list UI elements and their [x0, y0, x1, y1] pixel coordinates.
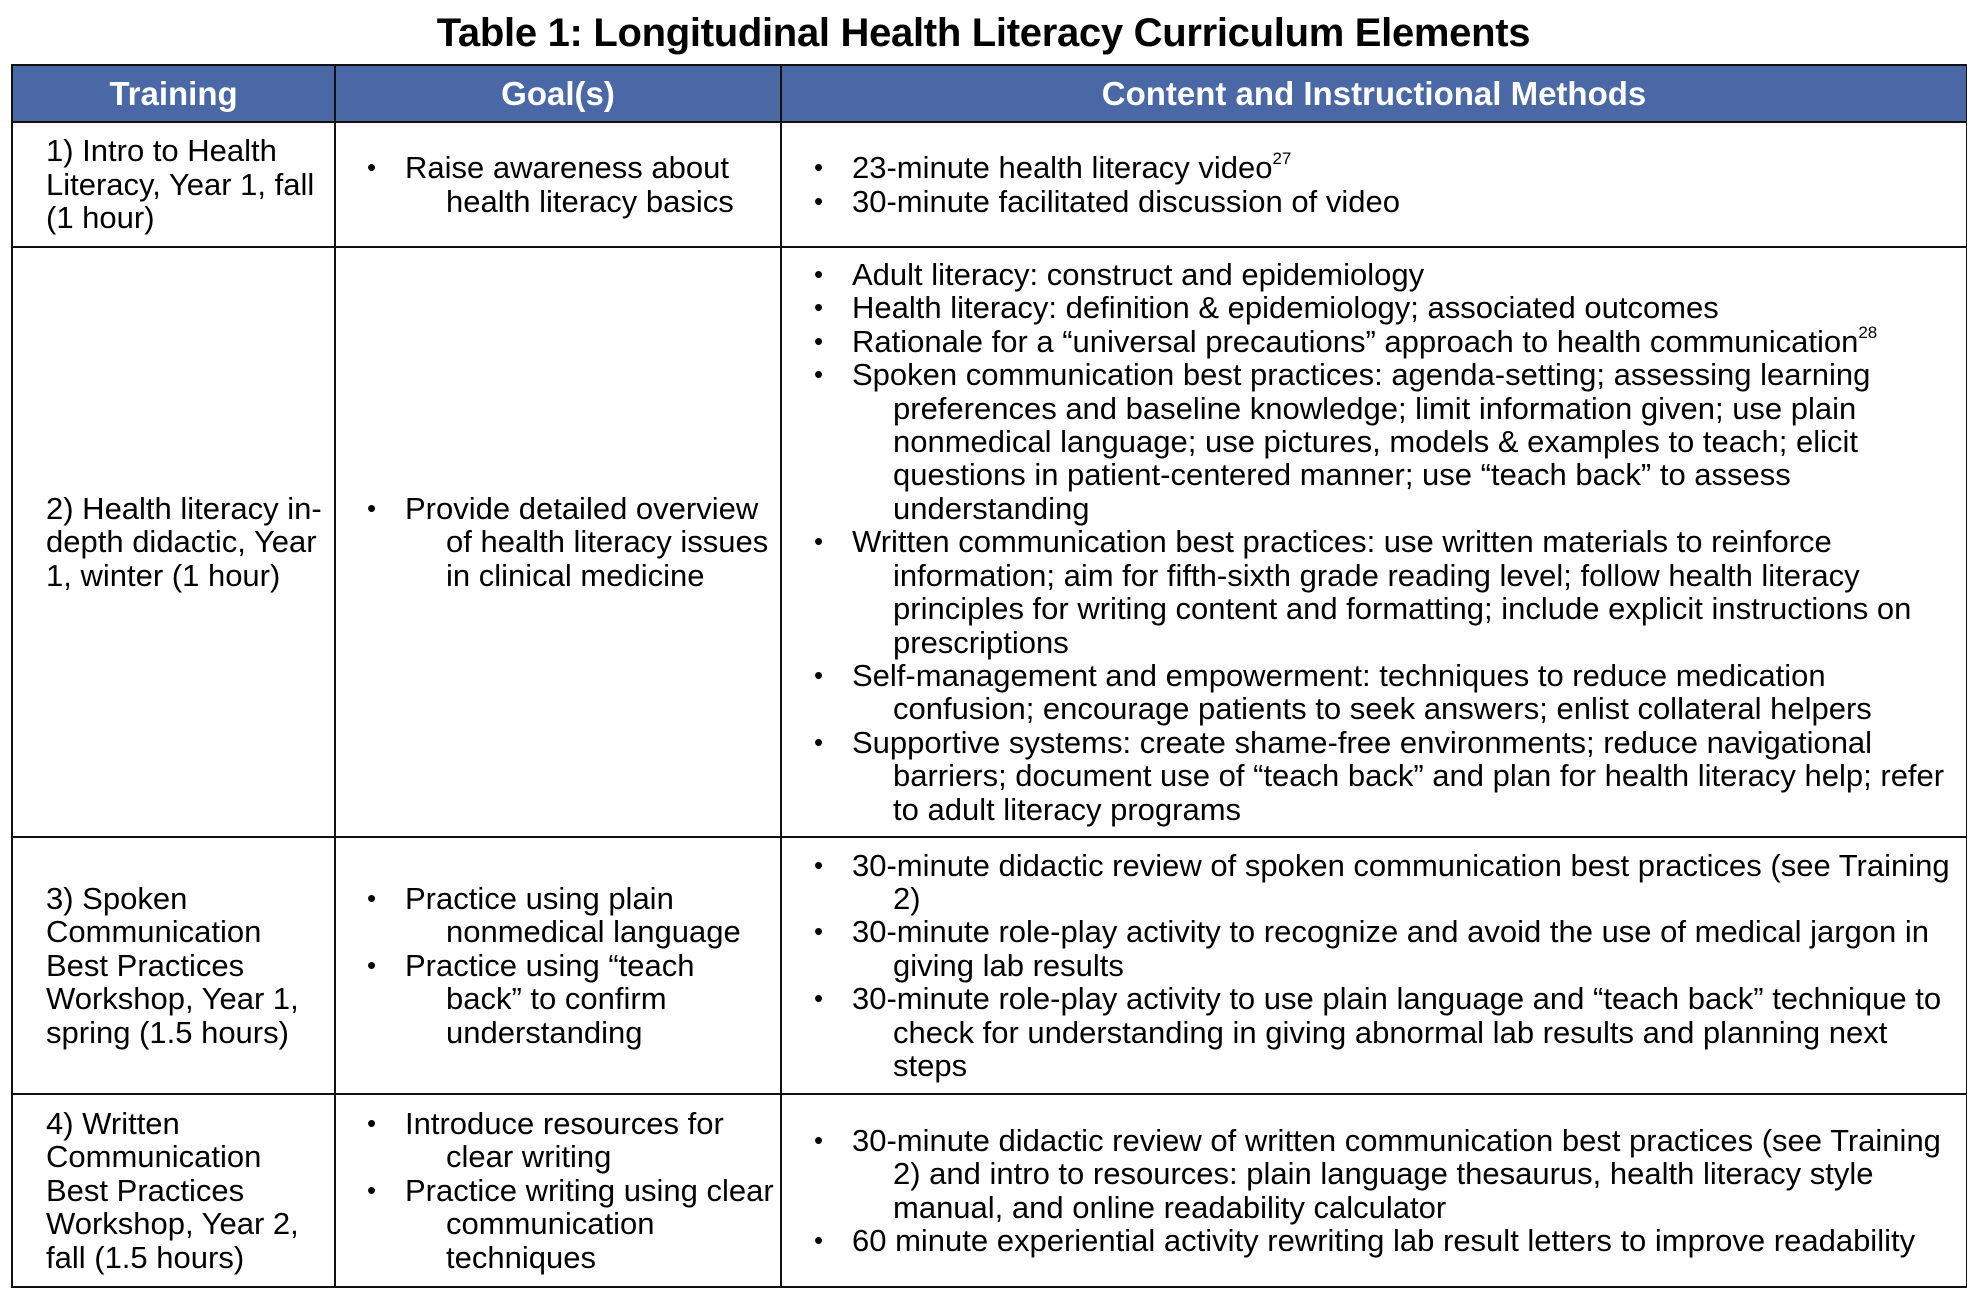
content-cell	[781, 837, 1967, 1094]
content-item	[814, 148, 1962, 186]
goals-list	[367, 492, 776, 592]
goal-item: • Provide detailed overview of health literacy issues in clinical medicine	[367, 492, 776, 592]
goal-item: • Practice writing using clear communication techniques	[367, 1174, 776, 1274]
table-row	[12, 1094, 1967, 1287]
goal-item: • Raise awareness about health literacy basics	[367, 151, 776, 218]
table-title: Table 1: Longitudinal Health Literacy Curriculum Elements	[436, 11, 1531, 55]
content-item	[814, 322, 1962, 359]
goals-cell	[335, 1094, 781, 1287]
goals-list	[367, 882, 776, 1049]
content-item: • 30-minute role-play activity to use plain language and “teach back” technique to check for understanding in giving abnormal lab results and planning next steps	[814, 982, 1962, 1082]
training-cell: 1) Intro to Health Literacy, Year 1, fall (1 hour)	[12, 122, 335, 247]
goal-item: • Introduce resources for clear writing	[367, 1107, 776, 1174]
content-item: • Health literacy: definition & epidemiology; associated outcomes	[814, 291, 1962, 324]
header-content: Content and Instructional Methods	[781, 65, 1967, 122]
content-list	[814, 849, 1962, 1083]
citation-superscript: 28	[1858, 322, 1878, 342]
header-goals: Goal(s)	[335, 65, 781, 122]
content-item: • Self-management and empowerment: techniques to reduce medication confusion; encourage patients to seek answers; enlist collateral helpers	[814, 659, 1962, 726]
content-item-text: 23-minute health literacy video	[852, 150, 1273, 186]
content-item: • 30-minute role-play activity to recognize and avoid the use of medical jargon in giving lab results	[814, 915, 1962, 982]
content-item: • 30-minute didactic review of written communication best practices (see Training 2) and intro to resources: plain language thesaurus, health literacy style manual, and online readability calculator	[814, 1124, 1962, 1224]
content-item: • 60 minute experiential activity rewriting lab result letters to improve readability	[814, 1224, 1962, 1257]
training-cell: 3) Spoken Communication Best Practices Workshop, Year 1, spring (1.5 hours)	[12, 837, 335, 1094]
content-item-text: Rationale for a “universal precautions” approach to health communication	[852, 323, 1859, 359]
curriculum-table	[11, 64, 1967, 1288]
content-list	[814, 258, 1962, 826]
content-cell	[781, 122, 1967, 247]
header-training: Training	[12, 65, 335, 122]
citation-superscript: 27	[1272, 148, 1292, 168]
training-cell: 2) Health literacy in-depth didactic, Year 1, winter (1 hour)	[12, 247, 335, 837]
goals-cell	[335, 122, 781, 247]
goals-list	[367, 1107, 776, 1274]
content-item: • Spoken communication best practices: agenda-setting; assessing learning preferences and baseline knowledge; limit information given; use plain nonmedical language; use pictures, models & examples to teach; elicit questions in patient-centered manner; use “teach back” to assess understanding	[814, 358, 1962, 525]
content-list	[814, 148, 1962, 219]
content-item: • Written communication best practices: use written materials to reinforce information; aim for fifth-sixth grade reading level; follow health literacy principles for writing content and formatting; include explicit instructions on prescriptions	[814, 525, 1962, 659]
content-item: • Adult literacy: construct and epidemiology	[814, 258, 1962, 291]
content-list	[814, 1124, 1962, 1258]
goals-cell	[335, 247, 781, 837]
table-row	[12, 837, 1967, 1094]
goal-item: • Practice using plain nonmedical language	[367, 882, 776, 949]
header-row	[12, 65, 1967, 122]
table-row	[12, 247, 1967, 837]
content-cell	[781, 247, 1967, 837]
training-cell: 4) Written Communication Best Practices Workshop, Year 2, fall (1.5 hours)	[12, 1094, 335, 1287]
content-item: • 30-minute didactic review of spoken communication best practices (see Training 2)	[814, 849, 1962, 916]
goals-cell	[335, 837, 781, 1094]
table-row	[12, 122, 1967, 247]
content-item: • Supportive systems: create shame-free environments; reduce navigational barriers; document use of “teach back” and plan for health literacy help; refer to adult literacy programs	[814, 726, 1962, 826]
content-item: • 30-minute facilitated discussion of video	[814, 185, 1962, 218]
goal-item: • Practice using “teach back” to confirm understanding	[367, 949, 776, 1049]
goals-list	[367, 151, 776, 218]
content-cell	[781, 1094, 1967, 1287]
